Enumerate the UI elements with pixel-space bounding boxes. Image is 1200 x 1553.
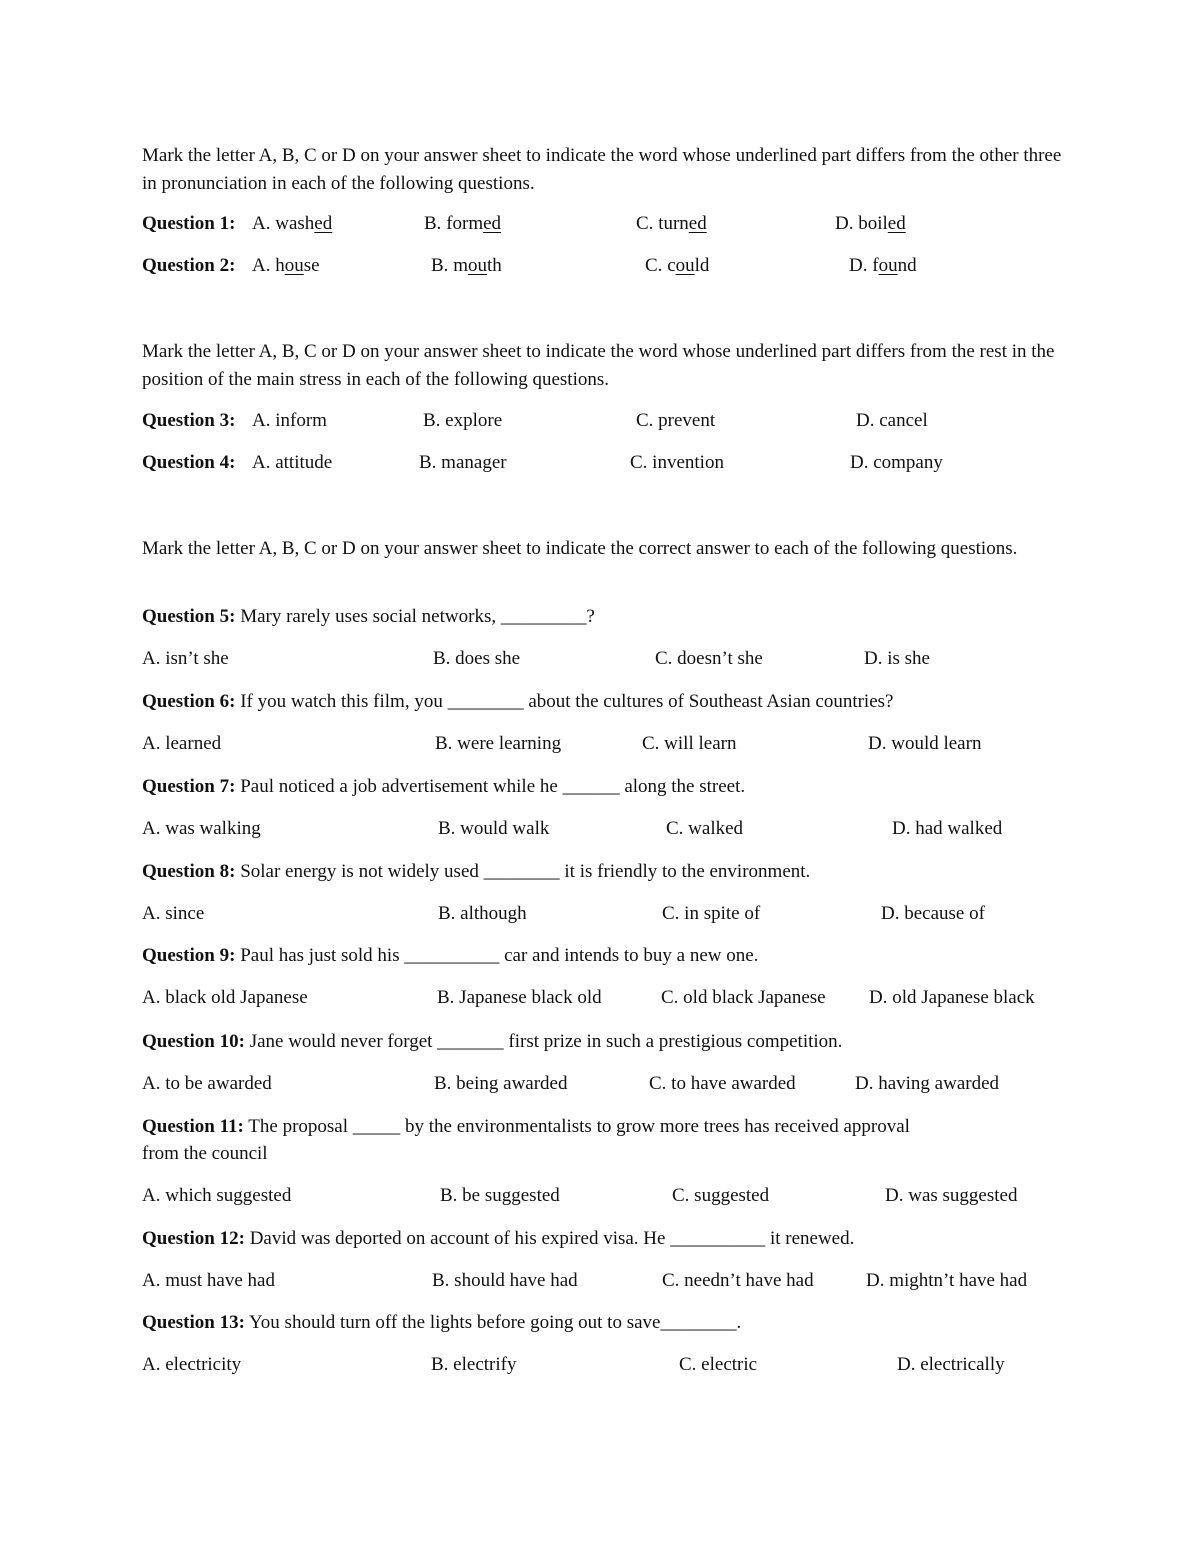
option-c: C. could	[645, 255, 710, 276]
option-b: B. mouth	[431, 255, 502, 276]
question-6	[142, 690, 893, 714]
option-c: C. invention	[630, 452, 724, 473]
option-b: B. although	[438, 903, 527, 924]
option-b: B. electrify	[431, 1354, 517, 1375]
option-d: D. cancel	[856, 410, 928, 431]
option-a: A. isn’t she	[142, 648, 229, 669]
option-b: B. would walk	[438, 818, 550, 839]
option-b: B. explore	[423, 410, 503, 431]
section-2-instruction: Mark the letter A, B, C or D on your answer sheet to indicate the word whose underlined part differs from the rest in the position of the main stress in each of the following questions.	[142, 341, 1055, 390]
option-a: A. black old Japanese	[142, 987, 308, 1008]
option-c: C. doesn’t she	[655, 648, 763, 669]
option-d: D. because of	[881, 903, 985, 924]
option-a: A. must have had	[142, 1270, 275, 1291]
question-stem: Mary rarely uses social networks, _________?	[240, 606, 595, 627]
question-3	[142, 409, 235, 433]
question-label: Question 6:	[142, 691, 236, 712]
option-b: B. be suggested	[440, 1185, 560, 1206]
option-c: C. in spite of	[662, 903, 761, 924]
question-5	[142, 605, 595, 629]
question-stem: You should turn off the lights before going out to save________.	[248, 1312, 742, 1333]
question-label: Question 4:	[142, 452, 236, 473]
question-label: Question 2:	[142, 255, 236, 276]
option-d: D. electrically	[897, 1354, 1005, 1375]
option-a: A. since	[142, 903, 205, 924]
option-d: D. mightn’t have had	[866, 1270, 1028, 1291]
question-7	[142, 775, 745, 799]
question-stem: The proposal _____ by the environmentalists to grow more trees has received approval	[248, 1116, 910, 1137]
question-stem: David was deported on account of his expired visa. He __________ it renewed.	[249, 1228, 855, 1249]
option-a: A. to be awarded	[142, 1073, 272, 1094]
question-label: Question 12:	[142, 1228, 245, 1249]
option-d: D. would learn	[868, 733, 982, 754]
question-13	[142, 1311, 741, 1335]
option-a: A. washed	[252, 213, 333, 234]
question-8	[142, 860, 810, 884]
option-a: A. which suggested	[142, 1185, 292, 1206]
question-label: Question 11:	[142, 1116, 244, 1137]
question-stem: Paul has just sold his __________ car and intends to buy a new one.	[240, 945, 759, 966]
question-label: Question 8:	[142, 861, 236, 882]
option-d: D. was suggested	[885, 1185, 1018, 1206]
option-c: C. turned	[636, 213, 707, 234]
option-c: C. prevent	[636, 410, 716, 431]
option-d: D. old Japanese black	[869, 987, 1035, 1008]
question-10	[142, 1030, 842, 1054]
question-1	[142, 212, 235, 236]
option-b: B. does she	[433, 648, 521, 669]
option-a: A. was walking	[142, 818, 261, 839]
option-b: B. being awarded	[434, 1073, 568, 1094]
section-1-instruction: Mark the letter A, B, C or D on your answer sheet to indicate the word whose underlined part differs from the other three in pronunciation in each of the following questions.	[142, 145, 1062, 194]
question-11	[142, 1115, 910, 1139]
option-d: D. company	[850, 452, 943, 473]
option-b: B. manager	[419, 452, 507, 473]
option-c: C. old black Japanese	[661, 987, 826, 1008]
option-c: C. suggested	[672, 1185, 770, 1206]
question-11-continuation: from the council	[142, 1143, 268, 1164]
option-c: C. needn’t have had	[662, 1270, 814, 1291]
option-c: C. will learn	[642, 733, 737, 754]
question-2	[142, 254, 235, 278]
option-a: A. electricity	[142, 1354, 242, 1375]
option-a: A. house	[252, 255, 320, 276]
question-12	[142, 1227, 854, 1251]
option-b: B. were learning	[435, 733, 562, 754]
question-label: Question 10:	[142, 1031, 245, 1052]
option-d: D. is she	[864, 648, 930, 669]
option-c: C. walked	[666, 818, 744, 839]
question-label: Question 3:	[142, 410, 236, 431]
question-label: Question 13:	[142, 1312, 245, 1333]
option-b: B. formed	[424, 213, 502, 234]
question-label: Question 5:	[142, 606, 236, 627]
question-4	[142, 451, 235, 475]
option-c: C. to have awarded	[649, 1073, 796, 1094]
question-stem: Jane would never forget _______ first prize in such a prestigious competition.	[249, 1031, 843, 1052]
question-label: Question 9:	[142, 945, 236, 966]
option-b: B. Japanese black old	[437, 987, 602, 1008]
option-a: A. attitude	[252, 452, 333, 473]
option-c: C. electric	[679, 1354, 758, 1375]
question-stem: Paul noticed a job advertisement while he ______ along the street.	[240, 776, 746, 797]
question-label: Question 7:	[142, 776, 236, 797]
question-label: Question 1:	[142, 213, 236, 234]
question-9	[142, 944, 758, 968]
section-3-instruction: Mark the letter A, B, C or D on your answer sheet to indicate the correct answer to each of the following questions.	[142, 538, 1018, 559]
option-d: D. having awarded	[855, 1073, 1000, 1094]
option-a: A. learned	[142, 733, 222, 754]
option-a: A. inform	[252, 410, 327, 431]
option-d: D. found	[849, 255, 917, 276]
question-stem: If you watch this film, you ________ about the cultures of Southeast Asian countries?	[240, 691, 894, 712]
option-b: B. should have had	[432, 1270, 578, 1291]
question-stem: Solar energy is not widely used ________ it is friendly to the environment.	[240, 861, 811, 882]
option-d: D. boiled	[835, 213, 906, 234]
option-d: D. had walked	[892, 818, 1003, 839]
